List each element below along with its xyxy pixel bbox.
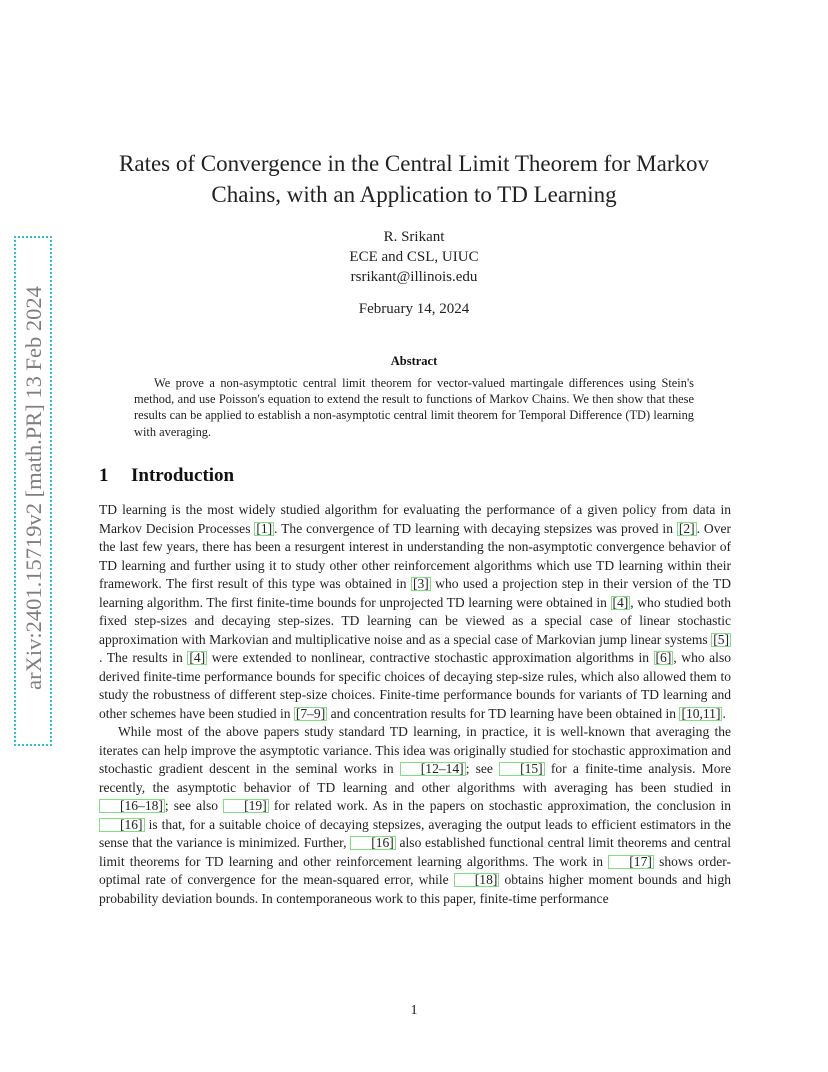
citation-link[interactable]: [7–9] [295, 705, 326, 721]
text-run: were extended to nonlinear, contractive stochastic approximation algorithms in [207, 650, 654, 665]
citation-link[interactable]: [4] [612, 594, 629, 610]
citation-link[interactable]: [19] [223, 799, 269, 813]
citation-link[interactable]: [4] [189, 650, 206, 665]
text-run: and concentration results for TD learning have been obtained in [327, 705, 680, 721]
text-run: is that, for a suitable choice of decaying stepsizes, averaging the output leads to efficient estimators in the sense that the variance is minimized. Further, [99, 816, 731, 850]
citation-link[interactable]: [12–14] [400, 762, 466, 776]
paper-title [100, 148, 728, 210]
section-title: Introduction [131, 465, 235, 486]
citation-link[interactable]: [1] [256, 520, 273, 536]
title-line-1: Rates of Convergence in the Central Limit Theorem for Markov [119, 151, 709, 176]
abstract-text: We prove a non-asymptotic central limit theorem for vector-valued martingale differences using Stein's method, and use Poisson's equation to extend the result to functions of Markov Chains. We then show that these results can be applied to establish a non-asymptotic central limit theorem for Temporal Difference (TD) learning with averaging. [134, 376, 694, 439]
paper-date: February 14, 2024 [358, 301, 470, 317]
text-run: , who also derived finite-time performance bounds for specific choices of decaying step-size rules, which also allowed them to study the robustness of different step-size choices. Finite-time performance bounds for variants of TD learning and other schemes have been studied in [99, 650, 731, 721]
paragraph-1 [99, 501, 731, 723]
author-block [100, 227, 728, 287]
text-run: . [722, 705, 726, 721]
section-number: 1 [99, 465, 109, 486]
arxiv-stamp[interactable]: arXiv:2401.15719v2 [math.PR] 13 Feb 2024 [21, 286, 46, 690]
text-run: , who studied both fixed step-sizes and decaying step-sizes. TD learning can be viewed as a special case of linear stochastic approximation with Markovian and multiplicative noise and as a special case of Markovian jump linear systems [99, 594, 731, 647]
text-run: also established functional central limit theorems and central limit theorems for TD learning and other reinforcement learning algorithms. The work in [99, 835, 732, 869]
text-run: While most of the above papers study standard TD learning, in practice, it is well-known that averaging the iterates can help improve the asymptotic variance. This idea was originally studied for stochastic approximation and stochastic gradient descent in the seminal works in [99, 724, 731, 776]
author-affiliation: ECE and CSL, UIUC [349, 249, 479, 265]
text-run: obtains higher moment bounds and high probability deviation bounds. In contemporaneous work to this paper, finite-time performance [99, 872, 731, 906]
citation-link[interactable]: [17] [608, 855, 654, 869]
text-run: for a finite-time analysis. More recently, the asymptotic behavior of TD learning and other algorithms with averaging has been studied in [99, 761, 731, 795]
body-text [99, 501, 731, 908]
abstract-heading: Abstract [390, 354, 438, 368]
page-number: 1 [410, 1002, 418, 1017]
section-heading [99, 464, 727, 488]
citation-link[interactable]: [6] [655, 650, 672, 665]
text-run: . The results in [99, 650, 188, 665]
citation-link[interactable]: [16–18] [99, 799, 165, 813]
text-run: . The convergence of TD learning with decaying stepsizes was proved in [274, 520, 677, 536]
text-run: ; see also [164, 798, 224, 813]
citation-link[interactable]: [16] [350, 836, 396, 850]
author-name: R. Srikant [383, 229, 445, 245]
paragraph-2 [99, 723, 731, 908]
text-run: who used a projection step in their version of the TD learning algorithm. The first finite-time bounds for unprojected TD learning were obtained in [99, 576, 731, 610]
title-line-2: Chains, with an Application to TD Learning [211, 182, 617, 207]
author-email: rsrikant@illinois.edu [350, 269, 478, 285]
citation-link[interactable]: [3] [412, 576, 429, 591]
citation-link[interactable]: [5] [713, 631, 729, 647]
text-run: ; see [465, 761, 500, 776]
citation-link[interactable]: [2] [678, 520, 695, 536]
text-run: shows order-optimal rate of convergence for the mean-squared error, while [99, 853, 731, 887]
citation-link[interactable]: [16] [99, 818, 145, 832]
citation-link[interactable]: [18] [454, 873, 500, 887]
citation-link[interactable]: [15] [499, 762, 545, 776]
text-run: . Over the last few years, there has been a resurgent interest in understanding the non-asymptotic convergence behavior of TD learning and further using it to study other other reinforcement algorithms which use TD learning within their framework. The first result of this type was obtained in [99, 520, 731, 591]
text-run: TD learning is the most widely studied algorithm for evaluating the performance of a given policy from data in Markov Decision Processes [99, 502, 731, 536]
citation-link[interactable]: [10,11] [681, 705, 721, 721]
text-run: for related work. As in the papers on stochastic approximation, the conclusion in [268, 798, 732, 813]
